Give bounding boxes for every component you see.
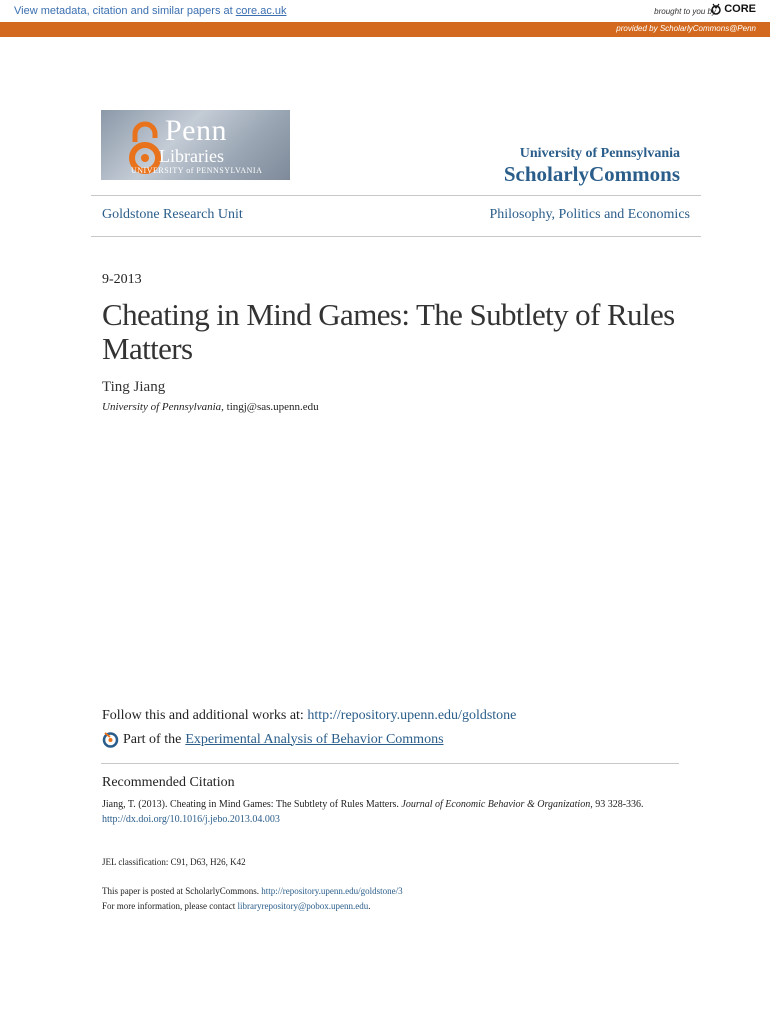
logo-university-word: UNIVERSITY of PENNSYLVANIA	[131, 166, 263, 175]
citation-journal: Journal of Economic Behavior & Organization,	[401, 799, 593, 810]
publication-date: 9-2013	[102, 272, 142, 287]
nav-divider	[91, 236, 701, 237]
logo-penn-word: Penn	[165, 114, 227, 147]
university-name[interactable]: University of Pennsylvania	[519, 146, 680, 161]
follow-line: Follow this and additional works at: http://repository.upenn.edu/goldstone	[102, 708, 517, 723]
citation-divider	[101, 763, 679, 764]
goldstone-repository-link[interactable]: http://repository.upenn.edu/goldstone	[307, 708, 517, 723]
core-metadata-link[interactable]: View metadata, citation and similar papers at core.ac.uk	[14, 5, 287, 17]
header-divider	[91, 195, 701, 196]
more-info-line: For more information, please contact libraryrepository@pobox.upenn.edu.	[102, 901, 371, 911]
core-logo-text: CORE	[724, 3, 756, 15]
paper-title: Cheating in Mind Games: The Subtlety of Rules Matters	[102, 297, 675, 366]
affiliation-email: , tingj@sas.upenn.edu	[221, 401, 319, 413]
provided-by-text: provided by ScholarlyCommons@Penn	[616, 24, 756, 33]
author-name: Ting Jiang	[102, 379, 166, 395]
affiliation-institution: University of Pennsylvania	[102, 401, 222, 413]
paper-repository-link[interactable]: http://repository.upenn.edu/goldstone/3	[261, 886, 403, 896]
doi-link[interactable]: http://dx.doi.org/10.1016/j.jebo.2013.04.003	[102, 814, 280, 825]
core-link-text[interactable]: core.ac.uk	[235, 5, 287, 17]
network-icon	[102, 731, 119, 748]
contact-email-link[interactable]: libraryrepository@pobox.upenn.edu	[237, 901, 369, 911]
core-logo-icon	[710, 3, 722, 15]
nav-goldstone-link[interactable]: Goldstone Research Unit	[102, 207, 243, 222]
jel-classification: JEL classification: C91, D63, H26, K42	[102, 857, 246, 867]
part-of-line: Part of the Experimental Analysis of Behavior Commons	[102, 731, 444, 748]
scholarlycommons-title[interactable]: ScholarlyCommons	[503, 162, 680, 186]
author-affiliation	[102, 401, 319, 413]
recommended-citation-heading: Recommended Citation	[102, 775, 235, 790]
citation-text: Jiang, T. (2013). Cheating in Mind Games: The Subtlety of Rules Matters. Journal of Economic Behavior & Organization, 93 328-336. http://dx.doi.org/10.1016/j.jebo.2013.04.003	[102, 799, 644, 825]
commons-link[interactable]: Experimental Analysis of Behavior Commons	[185, 731, 444, 747]
logo-libraries-word: Libraries	[159, 146, 224, 166]
nav-ppe-link[interactable]: Philosophy, Politics and Economics	[489, 207, 690, 222]
penn-libraries-logo[interactable]	[101, 110, 290, 180]
brought-by-text: brought to you by	[654, 7, 716, 16]
posted-line: This paper is posted at ScholarlyCommons. http://repository.upenn.edu/goldstone/3	[102, 886, 403, 896]
core-logo[interactable]	[710, 3, 756, 15]
